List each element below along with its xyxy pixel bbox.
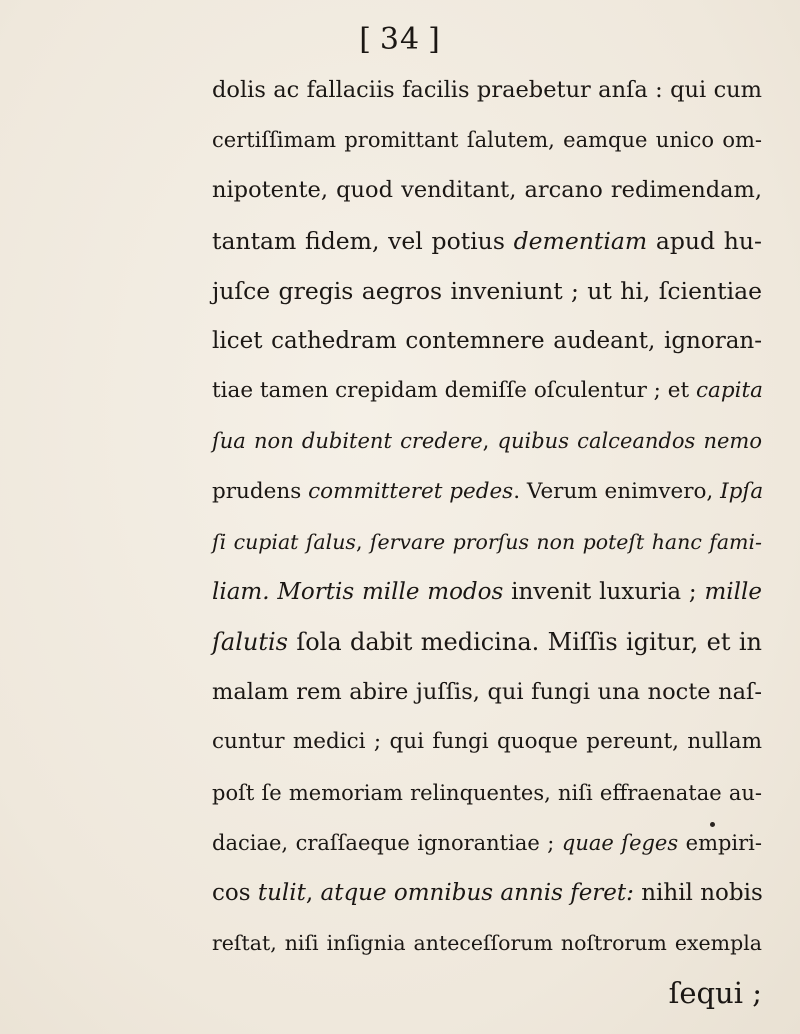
italic-segment: Ipſa (720, 478, 764, 504)
italic-segment: ſalutis (212, 628, 288, 657)
line-segment: , (305, 880, 321, 906)
italic-segment: ſua non dubitent credere (212, 429, 483, 454)
line-segment: cuntur medici ; qui fungi quoque pereunt, nullam (212, 729, 762, 755)
body-text (212, 70, 762, 1024)
text-line (212, 271, 762, 321)
page-header (0, 22, 800, 57)
line-segment: daciae, craſſaeque ignorantiae ; (212, 830, 562, 855)
line-segment: , (355, 529, 370, 554)
close-bracket: ] (428, 22, 441, 57)
text-line (212, 371, 762, 421)
line-segment: invenit luxuria ; (503, 578, 705, 605)
line-segment: licet cathedram contemnere audeant, ignoran- (212, 327, 762, 354)
italic-segment: atque omnibus annis feret: (320, 880, 634, 906)
line-segment: certiſſimam promittant ſalutem, eamque unico om- (212, 128, 762, 153)
line-segment: nipotente, quod venditant, arcano redimendam, (212, 177, 762, 204)
italic-segment: mille (704, 578, 762, 605)
italic-segment: liam. Mortis mille modos (212, 578, 504, 605)
text-line (212, 923, 762, 973)
text-line (212, 120, 762, 170)
text-line (212, 170, 762, 220)
line-segment: ſola dabit medicina. Miſſis igitur, et in (287, 628, 762, 657)
italic-segment: capita (695, 378, 763, 404)
line-segment: malam rem abire juſſis, qui fungi una nocte naſ- (212, 679, 762, 706)
line-segment: tantam fidem, vel potius (212, 226, 514, 255)
line-segment: dolis ac fallaciis facilis praebetur anſa : qui cum (212, 77, 762, 103)
line-segment: poſt ſe memoriam relinquentes, niſi effraenatae au- (212, 780, 762, 805)
line-segment: tiae tamen crepidam demiſſe oſculentur ; et (212, 378, 696, 404)
text-line (212, 221, 762, 271)
line-segment: juſce gregis aegros inveniunt ; ut hi, ſcientiae (212, 276, 762, 305)
italic-segment: quibus calceandos nemo (497, 429, 762, 454)
italic-segment: dementiam (513, 226, 648, 255)
italic-segment: committeret pedes (308, 478, 514, 504)
line-segment: reſtat, niſi inſignia anteceſſorum noſtrorum exempla (212, 931, 762, 956)
line-segment: cos (212, 880, 258, 906)
text-line (212, 572, 762, 622)
open-bracket: [ (359, 22, 372, 57)
line-segment: prudens (212, 478, 309, 504)
text-line (212, 622, 762, 672)
ink-speck (710, 822, 715, 827)
text-line (212, 823, 762, 873)
text-line (212, 472, 762, 522)
italic-segment: ſi cupiat ſalus (212, 529, 356, 554)
catchword: ſequi ; (668, 976, 762, 1011)
text-line (212, 873, 762, 923)
italic-segment: tulit (257, 880, 306, 906)
catchword-line (212, 973, 762, 1023)
line-segment: nihil nobis (633, 880, 763, 906)
text-line (212, 70, 762, 120)
page-number: 34 (379, 22, 421, 57)
line-segment: apud hu- (647, 226, 762, 255)
text-line (212, 321, 762, 371)
line-segment: , (482, 429, 498, 454)
text-line (212, 722, 762, 772)
text-line (212, 672, 762, 722)
italic-segment: quae ſeges (561, 830, 679, 855)
italic-segment: ſervare prorſus non poteſt hanc fami- (369, 529, 762, 554)
text-line (212, 421, 762, 471)
text-line (212, 522, 762, 572)
line-segment: empiri- (678, 830, 762, 855)
line-segment: . Verum enimvero, (513, 478, 721, 504)
text-line (212, 773, 762, 823)
